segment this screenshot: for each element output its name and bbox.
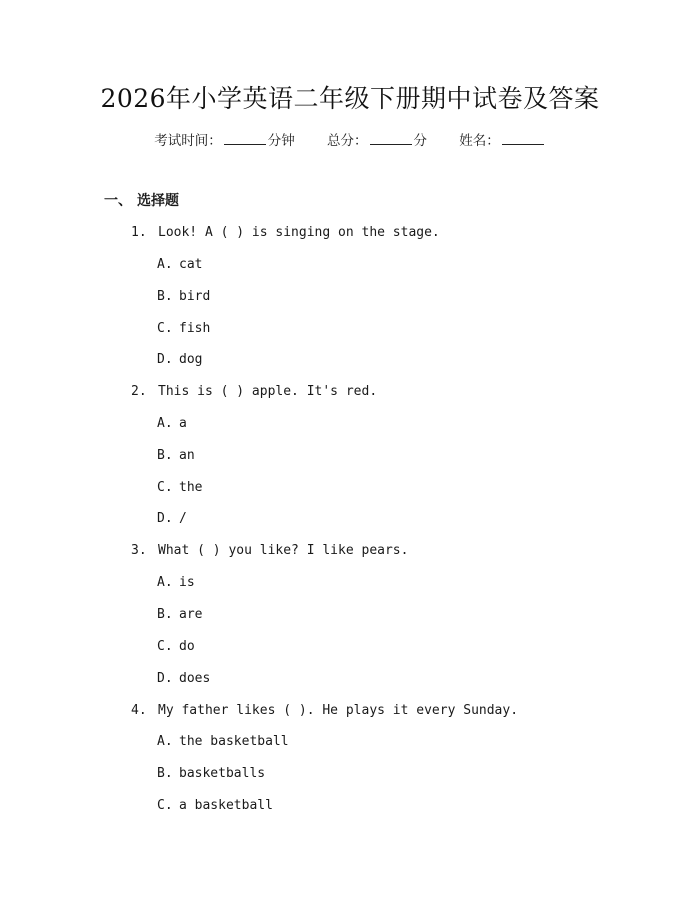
question-number: 2.: [131, 384, 147, 399]
option-1c: [157, 319, 210, 339]
option-text: /: [179, 511, 187, 526]
exam-time-blank: [224, 132, 266, 145]
option-4c: [157, 796, 273, 816]
option-letter: C.: [157, 480, 173, 495]
option-text: fish: [179, 321, 211, 336]
option-letter: C.: [157, 639, 173, 654]
option-text: cat: [179, 257, 203, 272]
question-4: [131, 701, 518, 721]
option-3a: [157, 573, 195, 593]
option-letter: C.: [157, 321, 173, 336]
student-name-field: [459, 131, 546, 151]
option-text: a basketball: [179, 798, 273, 813]
option-text: is: [179, 575, 195, 590]
option-3d: [157, 669, 210, 689]
question-text: Look! A ( ) is singing on the stage.: [158, 225, 440, 240]
question-1: [131, 223, 440, 243]
question-number: 3.: [131, 543, 147, 558]
option-letter: B.: [157, 607, 173, 622]
option-text: basketballs: [179, 766, 266, 781]
student-name-label: 姓名：: [459, 133, 500, 149]
option-letter: D.: [157, 352, 173, 367]
total-score-unit: 分: [413, 133, 427, 149]
option-text: the: [179, 480, 203, 495]
option-1b: [157, 287, 210, 307]
option-text: an: [179, 448, 195, 463]
option-4a: [157, 732, 289, 752]
exam-time-label: 考试时间：: [154, 133, 222, 149]
option-letter: A.: [157, 734, 173, 749]
option-text: dog: [179, 352, 203, 367]
question-text: My father likes ( ). He plays it every Sunday.: [158, 703, 519, 718]
student-name-blank: [502, 132, 544, 145]
exam-time-unit: 分钟: [267, 133, 295, 149]
option-letter: A.: [157, 416, 173, 431]
option-text: bird: [179, 289, 211, 304]
option-2d: [157, 509, 187, 529]
question-number: 4.: [131, 703, 147, 718]
option-letter: D.: [157, 511, 173, 526]
option-1d: [157, 350, 202, 370]
exam-info-line: [0, 131, 700, 151]
option-4b: [157, 764, 265, 784]
total-score-blank: [370, 132, 412, 145]
question-text: What ( ) you like? I like pears.: [158, 543, 409, 558]
total-score-field: [327, 131, 427, 151]
option-2b: [157, 446, 195, 466]
option-3b: [157, 605, 202, 625]
section-title: 选择题: [137, 193, 179, 209]
question-number: 1.: [131, 225, 147, 240]
page-title: 2026年小学英语二年级下册期中试卷及答案: [100, 84, 600, 113]
exam-time-field: [154, 131, 295, 151]
section-number: 一、: [104, 193, 132, 209]
option-letter: C.: [157, 798, 173, 813]
option-letter: D.: [157, 671, 173, 686]
option-letter: A.: [157, 257, 173, 272]
question-3: [131, 541, 408, 561]
option-letter: B.: [157, 289, 173, 304]
option-letter: A.: [157, 575, 173, 590]
option-3c: [157, 637, 195, 657]
option-text: are: [179, 607, 203, 622]
option-text: a: [179, 416, 187, 431]
option-1a: [157, 255, 202, 275]
option-text: does: [179, 671, 211, 686]
option-letter: B.: [157, 766, 173, 781]
option-2a: [157, 414, 187, 434]
total-score-label: 总分：: [327, 133, 368, 149]
option-text: do: [179, 639, 195, 654]
question-text: This is ( ) apple. It's red.: [158, 384, 378, 399]
option-letter: B.: [157, 448, 173, 463]
section-heading: [104, 191, 179, 211]
option-2c: [157, 478, 202, 498]
option-text: the basketball: [179, 734, 289, 749]
question-2: [131, 382, 377, 402]
